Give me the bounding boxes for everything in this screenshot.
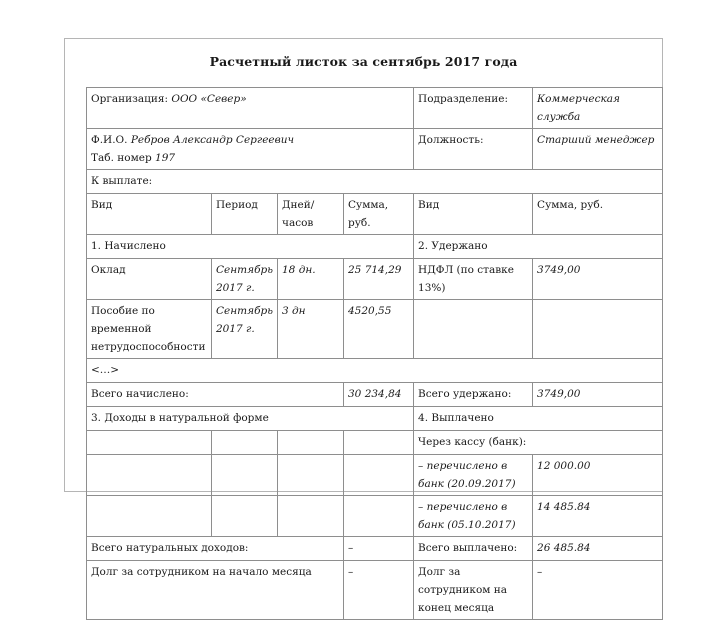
org-label: Организация: <box>91 93 168 105</box>
col-days-hours: Дней/часов <box>278 194 344 235</box>
empty-cell <box>344 496 414 537</box>
section-withheld: 2. Удержано <box>414 235 663 259</box>
empty-cell <box>87 455 212 496</box>
tab-label: Таб. номер <box>91 152 152 164</box>
empty-cell <box>87 496 212 537</box>
table-row <box>87 496 663 537</box>
accrual-kind: Оклад <box>87 259 212 300</box>
tab-value: 197 <box>155 152 176 164</box>
col-kind: Вид <box>87 194 212 235</box>
accrual-kind: Пособие по временной нетрудоспособности <box>87 300 212 359</box>
debt-end-label: Долг за сотрудником на конец месяца <box>414 561 533 620</box>
table-row <box>87 455 663 496</box>
dept-label: Подразделение: <box>414 88 533 129</box>
col-sum: Сумма, руб. <box>344 194 414 235</box>
section-natural: 3. Доходы в натуральной форме <box>87 407 414 431</box>
totals-row <box>87 561 663 620</box>
total-paid-label: Всего выплачено: <box>414 537 533 561</box>
withholding-kind: НДФЛ (по ставке 13%) <box>414 259 533 300</box>
payment-sum: 12 000.00 <box>533 455 663 496</box>
accrual-period: Сентябрь 2017 г. <box>212 259 278 300</box>
table-row <box>87 359 663 383</box>
totals-row <box>87 383 663 407</box>
empty-cell <box>87 431 212 455</box>
table-row <box>87 129 663 170</box>
accrual-period: Сентябрь 2017 г. <box>212 300 278 359</box>
empty-cell <box>278 431 344 455</box>
payout-label: К выплате: <box>87 170 663 194</box>
ellipsis-row: <…> <box>87 359 663 383</box>
col-sum-2: Сумма, руб. <box>533 194 663 235</box>
total-withheld-value: 3749,00 <box>533 383 663 407</box>
empty-cell <box>414 300 533 359</box>
fio-label: Ф.И.О. <box>91 134 128 146</box>
dept-value: Коммерческая служба <box>533 88 663 129</box>
section-paid: 4. Выплачено <box>414 407 663 431</box>
org-value: ООО «Север» <box>171 93 247 105</box>
empty-cell <box>344 455 414 496</box>
table-row <box>87 259 663 300</box>
totals-row <box>87 537 663 561</box>
payments-via-label: Через кассу (банк): <box>414 431 663 455</box>
withholding-sum: 3749,00 <box>533 259 663 300</box>
col-kind-2: Вид <box>414 194 533 235</box>
empty-cell <box>344 431 414 455</box>
section-row <box>87 235 663 259</box>
empty-cell <box>278 496 344 537</box>
table-row <box>87 431 663 455</box>
total-withheld-label: Всего удержано: <box>414 383 533 407</box>
page-title: Расчетный листок за сентябрь 2017 года <box>209 54 518 69</box>
section-accrued: 1. Начислено <box>87 235 414 259</box>
accrual-sum: 4520,55 <box>344 300 414 359</box>
total-natural-label: Всего натуральных доходов: <box>87 537 344 561</box>
fio-value: Ребров Александр Сергеевич <box>130 134 295 146</box>
total-natural-value: – <box>344 537 414 561</box>
col-period: Период <box>212 194 278 235</box>
org-cell <box>87 88 414 129</box>
total-accrued-label: Всего начислено: <box>87 383 344 407</box>
table-row <box>87 300 663 359</box>
empty-cell <box>533 300 663 359</box>
payment-label: – перечислено в банк (20.09.2017) <box>414 455 533 496</box>
table-row <box>87 88 663 129</box>
position-value: Старший менеджер <box>533 129 663 170</box>
accrual-sum: 25 714,29 <box>344 259 414 300</box>
payslip-table <box>86 87 663 620</box>
position-label: Должность: <box>414 129 533 170</box>
empty-cell <box>212 455 278 496</box>
payment-label: – перечислено в банк (05.10.2017) <box>414 496 533 537</box>
accrual-days: 3 дн <box>278 300 344 359</box>
debt-start-label: Долг за сотрудником на начало месяца <box>87 561 344 620</box>
total-paid-value: 26 485.84 <box>533 537 663 561</box>
column-header-row <box>87 194 663 235</box>
debt-end-value: – <box>533 561 663 620</box>
section-row <box>87 407 663 431</box>
empty-cell <box>278 455 344 496</box>
empty-cell <box>212 431 278 455</box>
empty-cell <box>212 496 278 537</box>
payment-sum: 14 485.84 <box>533 496 663 537</box>
fio-cell <box>87 129 414 170</box>
accrual-days: 18 дн. <box>278 259 344 300</box>
total-accrued-value: 30 234,84 <box>344 383 414 407</box>
debt-start-value: – <box>344 561 414 620</box>
table-row <box>87 170 663 194</box>
